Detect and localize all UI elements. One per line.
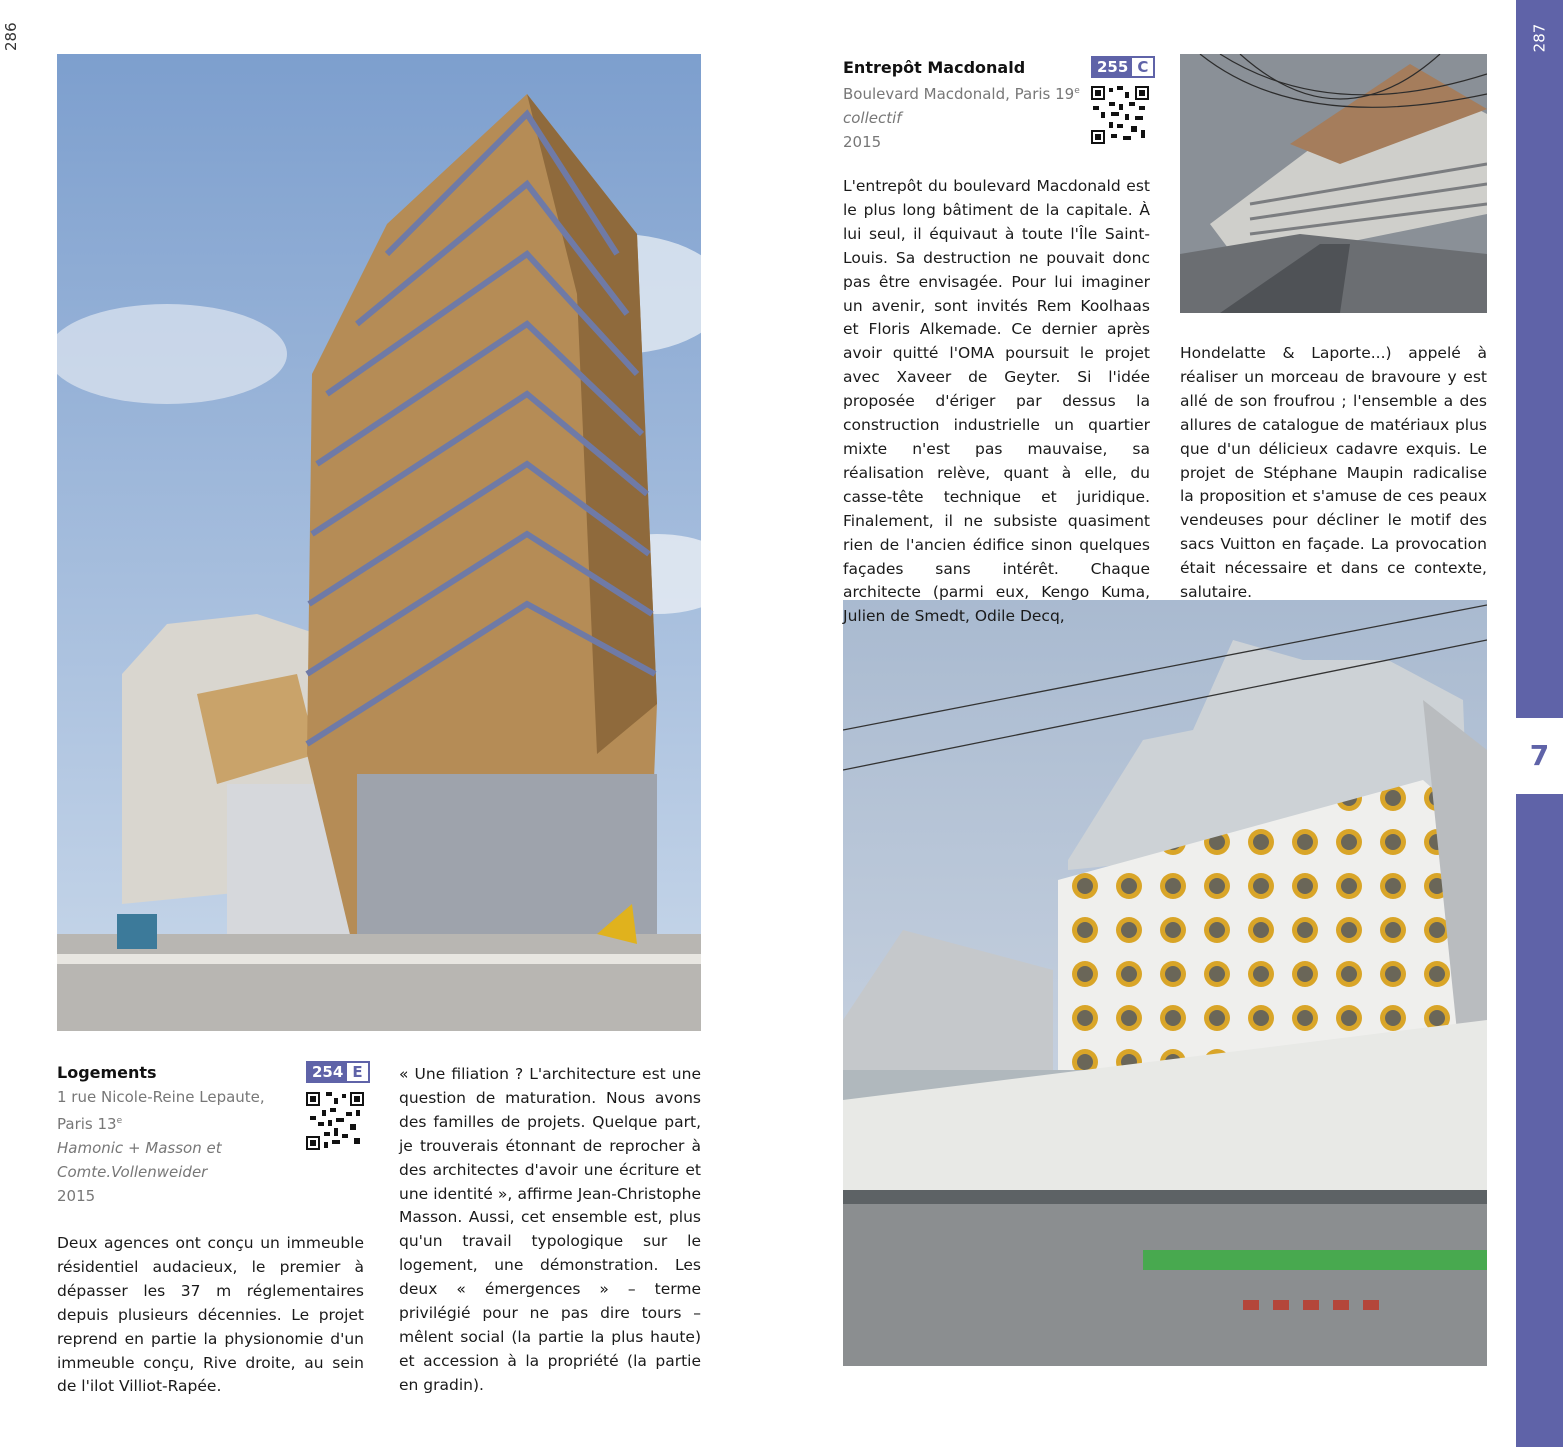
entry-254-year: 2015: [57, 1187, 96, 1205]
entry-255-title: Entrepôt Macdonald: [843, 58, 1026, 77]
chapter-sidebar: [1516, 0, 1563, 1447]
entry-255-meta: [843, 79, 1093, 154]
chapter-number: 7: [1516, 718, 1563, 794]
warehouse-photo: [1180, 54, 1487, 313]
entry-254-number: 254: [308, 1063, 347, 1081]
entry-255-year: 2015: [843, 133, 882, 151]
tower-photo: [57, 54, 701, 1031]
entry-254-address-line1: 1 rue Nicole-Reine Lepaute,: [57, 1088, 265, 1106]
entry-255-qr-icon[interactable]: [1091, 86, 1149, 144]
entry-254-title: Logements: [57, 1063, 157, 1082]
entry-254-paragraph-left: Deux agences ont conçu un immeuble résidentiel audacieux, le premier à dépasser les 37 m réglementaires depuis plusieurs décennies. Le projet reprend en partie la physionomie d'un immeuble conçu, Rive droite, au sein de l'ilot Villiot-Rapée.: [57, 1234, 364, 1396]
right-page-number: 287: [1530, 23, 1549, 53]
entry-255-architects: collectif: [843, 109, 902, 127]
entry-254-badge: [306, 1061, 370, 1083]
entry-254-architects-line2: Comte.Vollenweider: [57, 1163, 208, 1181]
entry-255-zone: C: [1132, 58, 1153, 76]
entry-254-zone: E: [347, 1063, 367, 1081]
entry-254-paragraph-right: « Une filiation ? L'architecture est une question de maturation. Nous avons des familles de projets. Quelque part, je trouverais étonnant de reprocher à des architectes d'avoir une écriture et une identité », affirme Jean-Christophe Masson. Aussi, cet ensemble est, plus qu'un travail typologique sur le logement, une démonstration. Les deux « émergences » – terme privilégié pour ne pas dire tours – mêlent social (la partie la plus haute) et accession à la propriété (la partie en gradin).: [399, 1065, 701, 1394]
left-page-number: 286: [2, 22, 20, 51]
facade-photo: [843, 600, 1487, 1366]
entry-255-address: Boulevard Macdonald, Paris 19e: [843, 85, 1080, 103]
entry-255-paragraph-right: Hondelatte & Laporte...) appelé à réaliser un morceau de bravoure y est allé de son froufrou ; l'ensemble a des allures de catalogue de matériaux plus que d'un délicieux cadavre exquis. Le projet de Stéphane Maupin radicalise la proposition et s'amuse de ces peaux vendeuses pour décliner le motif des sacs Vuitton en façade. La provocation était nécessaire et dans ce contexte, salutaire.: [1180, 344, 1487, 602]
entry-255-number: 255: [1093, 58, 1132, 76]
entry-255-badge: [1091, 56, 1155, 78]
entry-254-meta: [57, 1085, 297, 1208]
entry-254-architects-line1: Hamonic + Masson et: [57, 1139, 222, 1157]
entry-254-qr-icon[interactable]: [306, 1092, 364, 1150]
entry-255-paragraph-left: L'entrepôt du boulevard Macdonald est le plus long bâtiment de la capitale. À lui seul, il équivaut à toute l'Île Saint-Louis. Sa destruction ne pouvait donc pas être envisagée. Pour lui imaginer un avenir, sont invités Rem Koolhaas et Floris Alkemade. Ce dernier après avoir quitté l'OMA poursuit le projet avec Xaveer de Geyter. Si l'idée proposée d'ériger par dessus la construction industrielle un quartier mixte n'est pas mauvaise, sa réalisation relève, quant à elle, du casse-tête technique et juridique. Finalement, il ne subsiste quasiment rien de l'ancien édifice sinon quelques façades sans intérêt. Chaque architecte (parmi eux, Kengo Kuma, Julien de Smedt, Odile Decq,: [843, 177, 1150, 626]
entry-254-address-line2: Paris 13e: [57, 1115, 123, 1133]
